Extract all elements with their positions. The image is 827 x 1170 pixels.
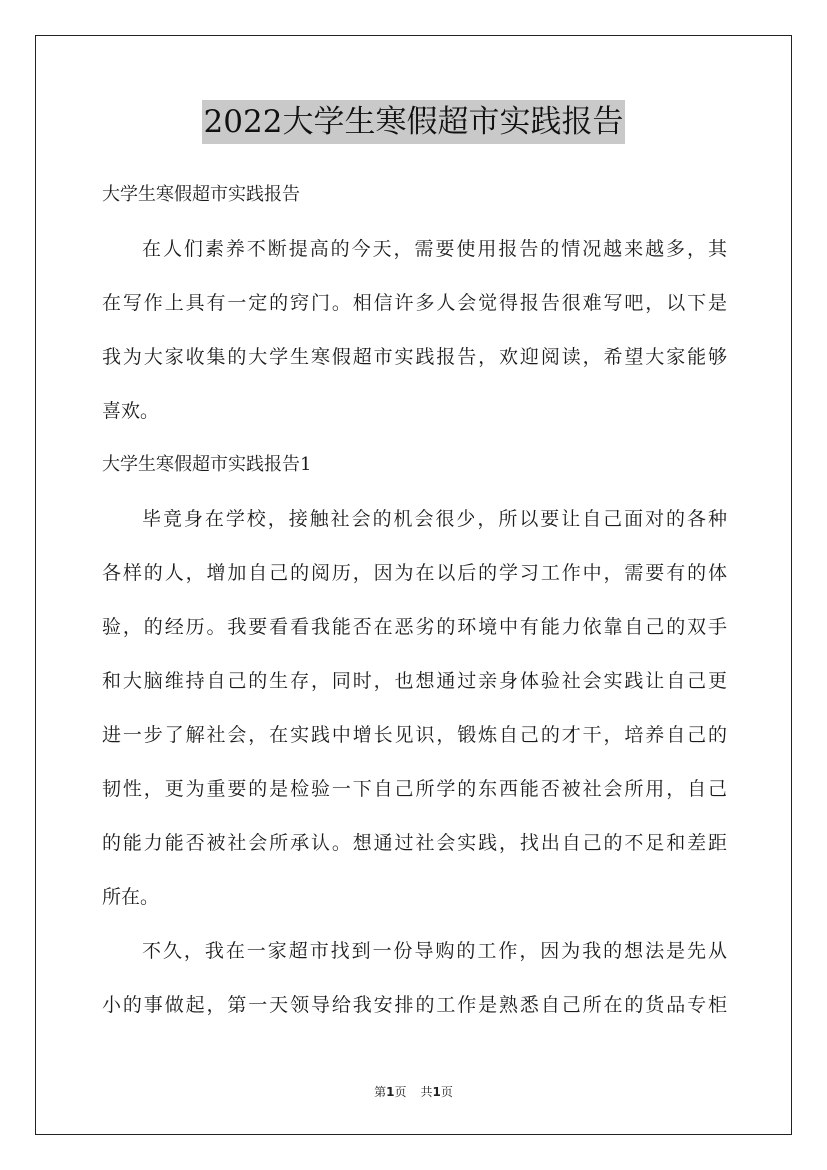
body-line: 在写作上具有一定的窍门。相信许多人会觉得报告很难写吧，以下是	[102, 292, 727, 314]
body-line: 喜欢。	[102, 400, 160, 422]
total-suffix: 页	[440, 1085, 453, 1099]
page-prefix: 第	[374, 1085, 387, 1099]
body-line: 各样的人，增加自己的阅历，因为在以后的学习工作中，需要有的体	[102, 562, 727, 584]
document-body	[102, 168, 727, 1032]
page-suffix: 页	[394, 1085, 407, 1099]
body-line: 毕竟身在学校，接触社会的机会很少，所以要让自己面对的各种	[142, 508, 727, 530]
body-line: 韧性，更为重要的是检验一下自己所学的东西能否被社会所用，自己	[102, 778, 727, 800]
body-line: 不久，我在一家超市找到一份导购的工作，因为我的想法是先从	[142, 940, 727, 962]
body-line: 在人们素养不断提高的今天，需要使用报告的情况越来越多，其	[142, 238, 727, 260]
body-line: 验，的经历。我要看看我能否在恶劣的环境中有能力依靠自己的双手	[102, 616, 727, 638]
body-line: 的能力能否被社会所承认。想通过社会实践，找出自己的不足和差距	[102, 832, 727, 854]
title-container	[0, 100, 827, 144]
page-footer	[0, 1083, 827, 1100]
total-prefix: 共	[420, 1085, 433, 1099]
body-line: 进一步了解社会，在实践中增长见识，锻炼自己的才干，培养自己的	[102, 724, 727, 746]
body-line: 我为大家收集的大学生寒假超市实践报告，欢迎阅读，希望大家能够	[102, 346, 727, 368]
body-line: 和大脑维持自己的生存，同时，也想通过亲身体验社会实践让自己更	[102, 670, 727, 692]
body-line: 小的事做起，第一天领导给我安排的工作是熟悉自己所在的货品专柜	[102, 994, 727, 1016]
body-line: 大学生寒假超市实践报告1	[102, 454, 312, 475]
document-title: 2022大学生寒假超市实践报告	[202, 100, 626, 144]
body-line: 大学生寒假超市实践报告	[102, 184, 300, 205]
body-line: 所在。	[102, 886, 160, 908]
page-number: 1	[386, 1085, 395, 1099]
total-pages: 1	[432, 1085, 441, 1099]
